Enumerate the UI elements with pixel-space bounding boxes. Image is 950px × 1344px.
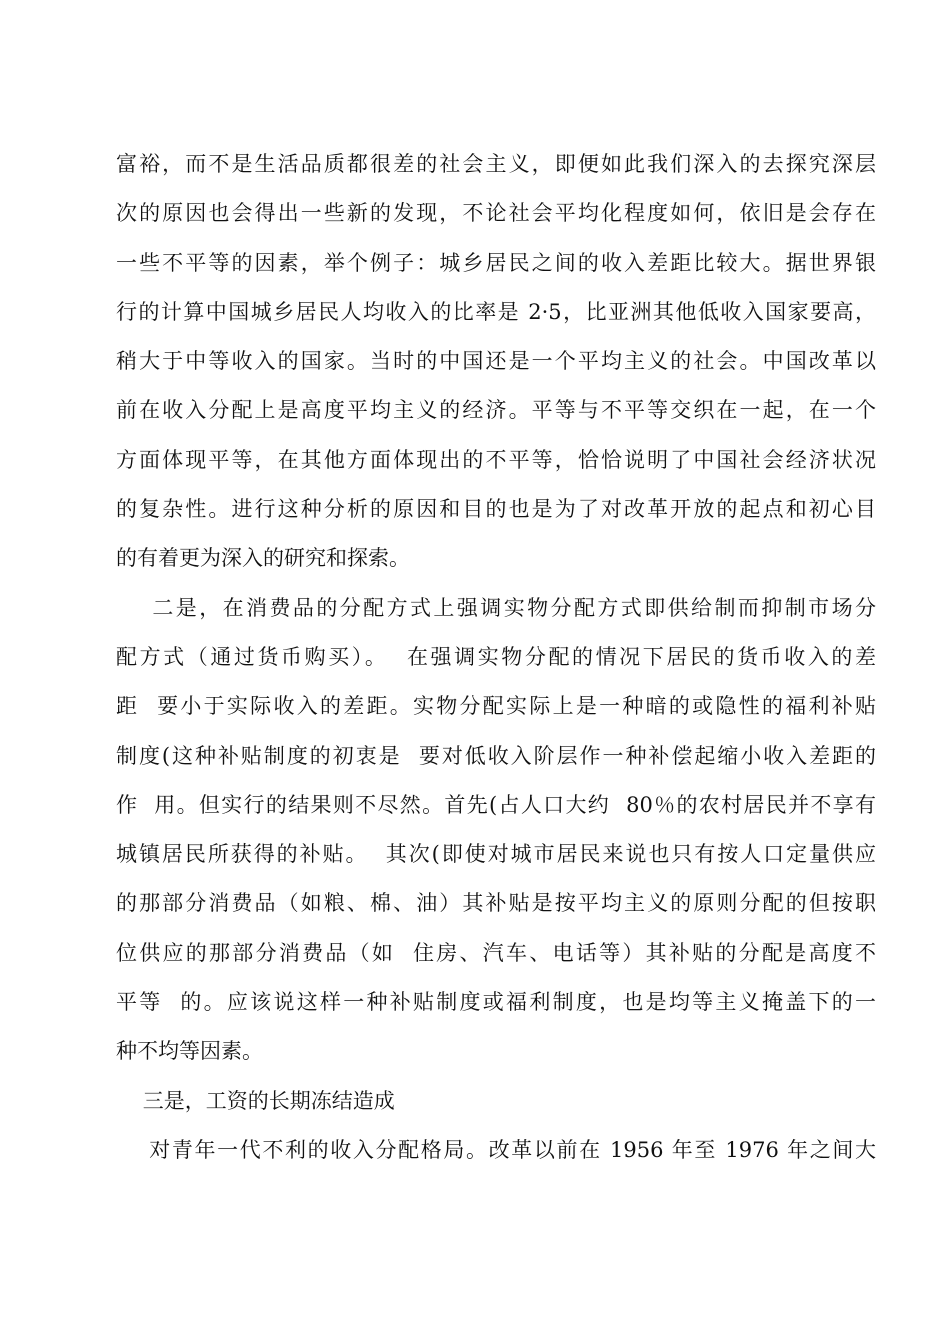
text-line: 的那部分消费品（如粮、棉、油）其补贴是按平均主义的原则分配的但按职 (116, 891, 876, 916)
text-line: 三是，工资的长期冻结造成 (116, 1088, 395, 1113)
text-line: 种不均等因素。 (116, 1039, 263, 1064)
text-line: 制度(这种补贴制度的初衷是 要对低收入阶层作一种补偿起缩小收入差距的 (116, 743, 876, 768)
text-line: 城镇居民所获得的补贴。 其次(即使对城市居民来说也只有按人口定量供应 (116, 842, 876, 867)
text-line: 行的计算中国城乡居民人均收入的比率是 2·5，比亚洲其他低收入国家要高， (116, 299, 876, 324)
text-line: 的有着更为深入的研究和探索。 (116, 546, 410, 571)
text-line: 平等 的。应该说这样一种补贴制度或福利制度，也是均等主义掩盖下的一 (116, 990, 876, 1015)
text-line: 稍大于中等收入的国家。当时的中国还是一个平均主义的社会。中国改革以 (116, 349, 876, 374)
text-line: 作 用。但实行的结果则不尽然。首先(占人口大约 80％的农村居民并不享有 (116, 792, 876, 817)
text-line: 方面体现平等，在其他方面体现出的不平等，恰恰说明了中国社会经济状况 (116, 447, 876, 472)
text-line: 富裕，而不是生活品质都很差的社会主义，即便如此我们深入的去探究深层 (116, 152, 876, 176)
text-line: 距 要小于实际收入的差距。实物分配实际上是一种暗的或隐性的福利补贴 (116, 694, 876, 719)
text-line: 配方式（通过货币购买）。 在强调实物分配的情况下居民的货币收入的差 (116, 644, 876, 669)
text-line: 的复杂性。进行这种分析的原因和目的也是为了对改革开放的起点和初心目 (116, 497, 876, 522)
text-line: 二是，在消费品的分配方式上强调实物分配方式即供给制而抑制市场分 (116, 595, 876, 620)
text-line: 一些不平等的因素，举个例子：城乡居民之间的收入差距比较大。据世界银 (116, 250, 876, 275)
text-line: 对青年一代不利的收入分配格局。改革以前在 1956 年至 1976 年之间大 (116, 1137, 876, 1162)
body-text (116, 140, 876, 1175)
text-line: 前在收入分配上是高度平均主义的经济。平等与不平等交织在一起，在一个 (116, 398, 876, 423)
text-line: 位供应的那部分消费品（如 住房、汽车、电话等）其补贴的分配是高度不 (116, 940, 876, 965)
text-line: 次的原因也会得出一些新的发现，不论社会平均化程度如何，依旧是会存在 (116, 201, 876, 226)
